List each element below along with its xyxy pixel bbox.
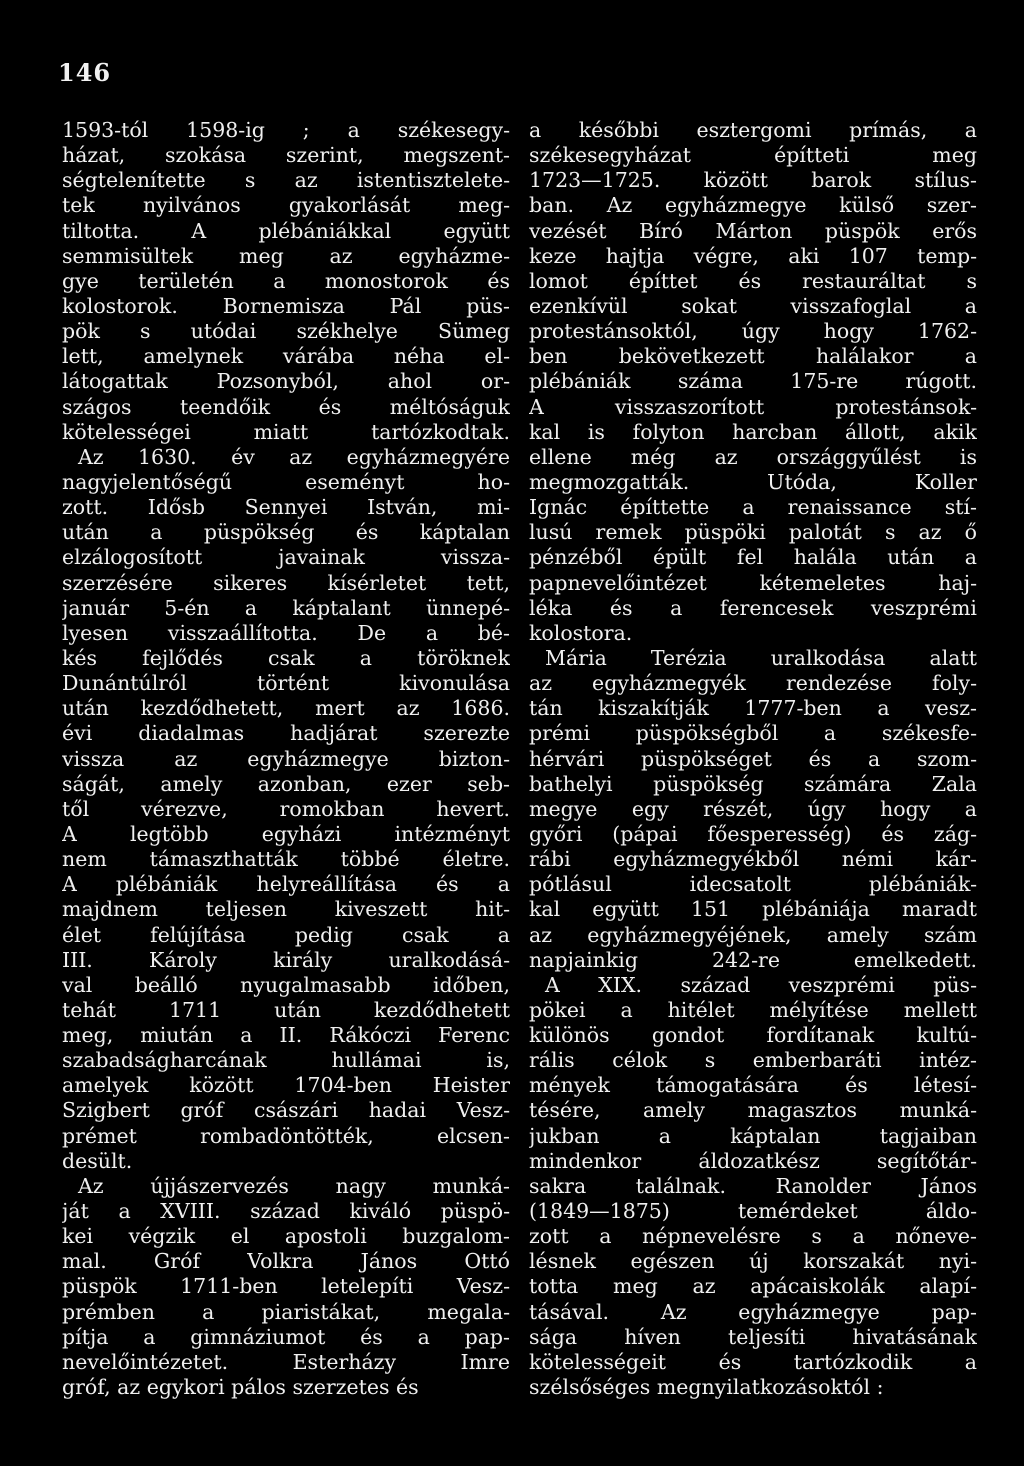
text-line: nagyjelentőségű eseményt ho-: [62, 469, 510, 494]
text-line: A XIX. század veszprémi püs-: [545, 972, 977, 997]
text-line: kei végzik el apostoli buzgalom-: [62, 1224, 510, 1249]
text-line: lett, amelynek várába néha el-: [62, 344, 510, 369]
text-line: amelyek között 1704-ben Heister: [62, 1073, 510, 1098]
text-line: megmozgatták. Utóda, Koller: [529, 469, 977, 494]
text-line: ját a XVIII. század kiváló püspö-: [62, 1199, 510, 1224]
text-line: rális célok s emberbaráti intéz-: [529, 1048, 977, 1073]
text-line: nem támaszthatták többé életre.: [62, 847, 510, 872]
text-line: 1593-tól 1598-ig ; a székesegy-: [62, 118, 510, 142]
text-line: ségtelenítette s az istentisztelete-: [62, 168, 510, 193]
text-line: élet felújítása pedig csak a: [62, 922, 510, 947]
text-line: tiltotta. A plébániákkal együtt: [62, 218, 510, 243]
text-line: ságát, amely azonban, ezer seb-: [62, 771, 510, 796]
text-line: ezenkívül sokat visszafoglal a: [529, 293, 977, 318]
text-line: az egyházmegyéjének, amely szám: [529, 922, 977, 947]
text-line: prémi püspökségből a székesfe-: [529, 721, 977, 746]
right-text-column: [529, 118, 977, 1400]
text-line: szélsőséges megnyilatkozásoktól :: [529, 1375, 884, 1400]
text-line: vezését Bíró Márton püspök erős: [529, 218, 977, 243]
text-line: pítja a gimnáziumot és a pap-: [62, 1324, 510, 1349]
text-line: mal. Gróf Volkra János Ottó: [62, 1249, 510, 1274]
text-line: szerzésére sikeres kísérletet tett,: [62, 570, 510, 595]
text-line: kal is folyton harcban állott, akik: [529, 419, 977, 444]
left-text-column: [62, 118, 510, 1400]
text-line: lomot építtet és restauráltat s: [529, 268, 977, 293]
page-number: 146: [58, 58, 112, 87]
text-line: lyesen visszaállította. De a bé-: [62, 620, 510, 645]
text-line: zott a népnevelésre s a nőneve-: [529, 1224, 977, 1249]
text-line: bathelyi püspökség számára Zala: [529, 771, 977, 796]
text-line: mindenkor áldozatkész segítőtár-: [529, 1148, 977, 1173]
text-line: sakra találnak. Ranolder János: [529, 1173, 977, 1198]
text-line: a későbbi esztergomi prímás, a: [529, 118, 977, 142]
text-line: val beálló nyugalmasabb időben,: [62, 972, 510, 997]
text-line: tésére, amely magasztos munká-: [529, 1098, 977, 1123]
text-line: Az újjászervezés nagy munká-: [78, 1173, 510, 1198]
text-line: ellene még az országgyűlést is: [529, 444, 977, 469]
text-line: A plébániák helyreállítása és a: [62, 872, 510, 897]
text-line: megye egy részét, úgy hogy a: [529, 796, 977, 821]
text-line: A visszaszorított protestánsok-: [529, 394, 977, 419]
text-line: kolostora.: [529, 620, 633, 645]
text-line: protestánsoktól, úgy hogy 1762-: [529, 319, 977, 344]
text-line: hérvári püspökséget és a szom-: [529, 746, 977, 771]
text-line: elzálogosított javainak vissza-: [62, 545, 510, 570]
text-line: prémet rombadöntötték, elcsen-: [62, 1123, 510, 1148]
text-line: gróf, az egykori pálos szerzetes és: [62, 1375, 419, 1400]
text-line: pótlásul idecsatolt plébániák-: [529, 872, 977, 897]
text-line: nevelőintézetet. Esterházy Imre: [62, 1349, 510, 1374]
text-line: győri (pápai főesperesség) és zág-: [529, 821, 977, 846]
text-line: püspök 1711-ben letelepíti Vesz-: [62, 1274, 510, 1299]
text-line: kötelességeit és tartózkodik a: [529, 1349, 977, 1374]
text-line: ben bekövetkezett halálakor a: [529, 344, 977, 369]
text-line: desült.: [62, 1148, 133, 1173]
text-line: pénzéből épült fel halála után a: [529, 545, 977, 570]
text-line: rábi egyházmegyékből némi kár-: [529, 847, 977, 872]
text-line: kötelességei miatt tartózkodtak.: [62, 419, 510, 444]
text-line: 1723—1725. között barok stílus-: [529, 168, 977, 193]
text-line: Mária Terézia uralkodása alatt: [545, 645, 977, 670]
text-line: tehát 1711 után kezdődhetett: [62, 997, 510, 1022]
text-line: keze hajtja végre, aki 107 temp-: [529, 243, 977, 268]
text-line: kés fejlődés csak a töröknek: [62, 645, 510, 670]
text-line: mények támogatására és létesí-: [529, 1073, 977, 1098]
text-line: Szigbert gróf császári hadai Vesz-: [62, 1098, 510, 1123]
text-line: semmisültek meg az egyházme-: [62, 243, 510, 268]
text-line: A legtöbb egyházi intézményt: [62, 821, 510, 846]
text-line: tán kiszakítják 1777-ben a vesz-: [529, 696, 977, 721]
text-line: gye területén a monostorok és: [62, 268, 510, 293]
text-line: papnevelőintézet kétemeletes haj-: [529, 570, 977, 595]
text-line: látogattak Pozsonyból, ahol or-: [62, 369, 510, 394]
text-line: prémben a piaristákat, megala-: [62, 1299, 510, 1324]
text-line: (1849—1875) temérdeket áldo-: [529, 1199, 977, 1224]
text-line: lésnek egészen új korszakát nyi-: [529, 1249, 977, 1274]
text-line: totta meg az apácaiskolák alapí-: [529, 1274, 977, 1299]
text-line: pök s utódai székhelye Sümeg: [62, 319, 510, 344]
text-line: től vérezve, romokban hevert.: [62, 796, 510, 821]
text-line: sága híven teljesíti hivatásának: [529, 1324, 977, 1349]
text-line: után kezdődhetett, mert az 1686.: [62, 696, 510, 721]
text-line: majdnem teljesen kiveszett hit-: [62, 897, 510, 922]
text-line: kal együtt 151 plébániája maradt: [529, 897, 977, 922]
text-line: tek nyilvános gyakorlását meg-: [62, 193, 510, 218]
text-line: plébániák száma 175-re rúgott.: [529, 369, 977, 394]
text-line: évi diadalmas hadjárat szerezte: [62, 721, 510, 746]
text-line: zott. Idősb Sennyei István, mi-: [62, 495, 510, 520]
text-line: léka és a ferencesek veszprémi: [529, 595, 977, 620]
text-line: Dunántúlról történt kivonulása: [62, 671, 510, 696]
text-line: különös gondot fordítanak kultú-: [529, 1023, 977, 1048]
text-line: kolostorok. Bornemisza Pál püs-: [62, 293, 510, 318]
text-line: házat, szokása szerint, megszent-: [62, 143, 510, 168]
text-line: lusú remek püspöki palotát s az ő: [529, 520, 977, 545]
text-line: napjainkig 242-re emelkedett.: [529, 947, 977, 972]
text-line: tásával. Az egyházmegye pap-: [529, 1299, 977, 1324]
text-line: vissza az egyházmegye bizton-: [62, 746, 510, 771]
text-line: székesegyházat építteti meg: [529, 143, 977, 168]
text-line: szabadságharcának hullámai is,: [62, 1048, 510, 1073]
text-line: az egyházmegyék rendezése foly-: [529, 671, 977, 696]
text-line: III. Károly király uralkodásá-: [62, 947, 510, 972]
text-line: pökei a hitélet mélyítése mellett: [529, 997, 977, 1022]
text-line: meg, miután a II. Rákóczi Ferenc: [62, 1023, 510, 1048]
text-line: Ignác építtette a renaissance stí-: [529, 495, 977, 520]
text-line: szágos teendőik és méltóságuk: [62, 394, 510, 419]
text-line: jukban a káptalan tagjaiban: [529, 1123, 977, 1148]
text-line: ban. Az egyházmegye külső szer-: [529, 193, 977, 218]
text-line: Az 1630. év az egyházmegyére: [78, 444, 510, 469]
text-line: január 5-én a káptalant ünnepé-: [62, 595, 510, 620]
text-line: után a püspökség és káptalan: [62, 520, 510, 545]
